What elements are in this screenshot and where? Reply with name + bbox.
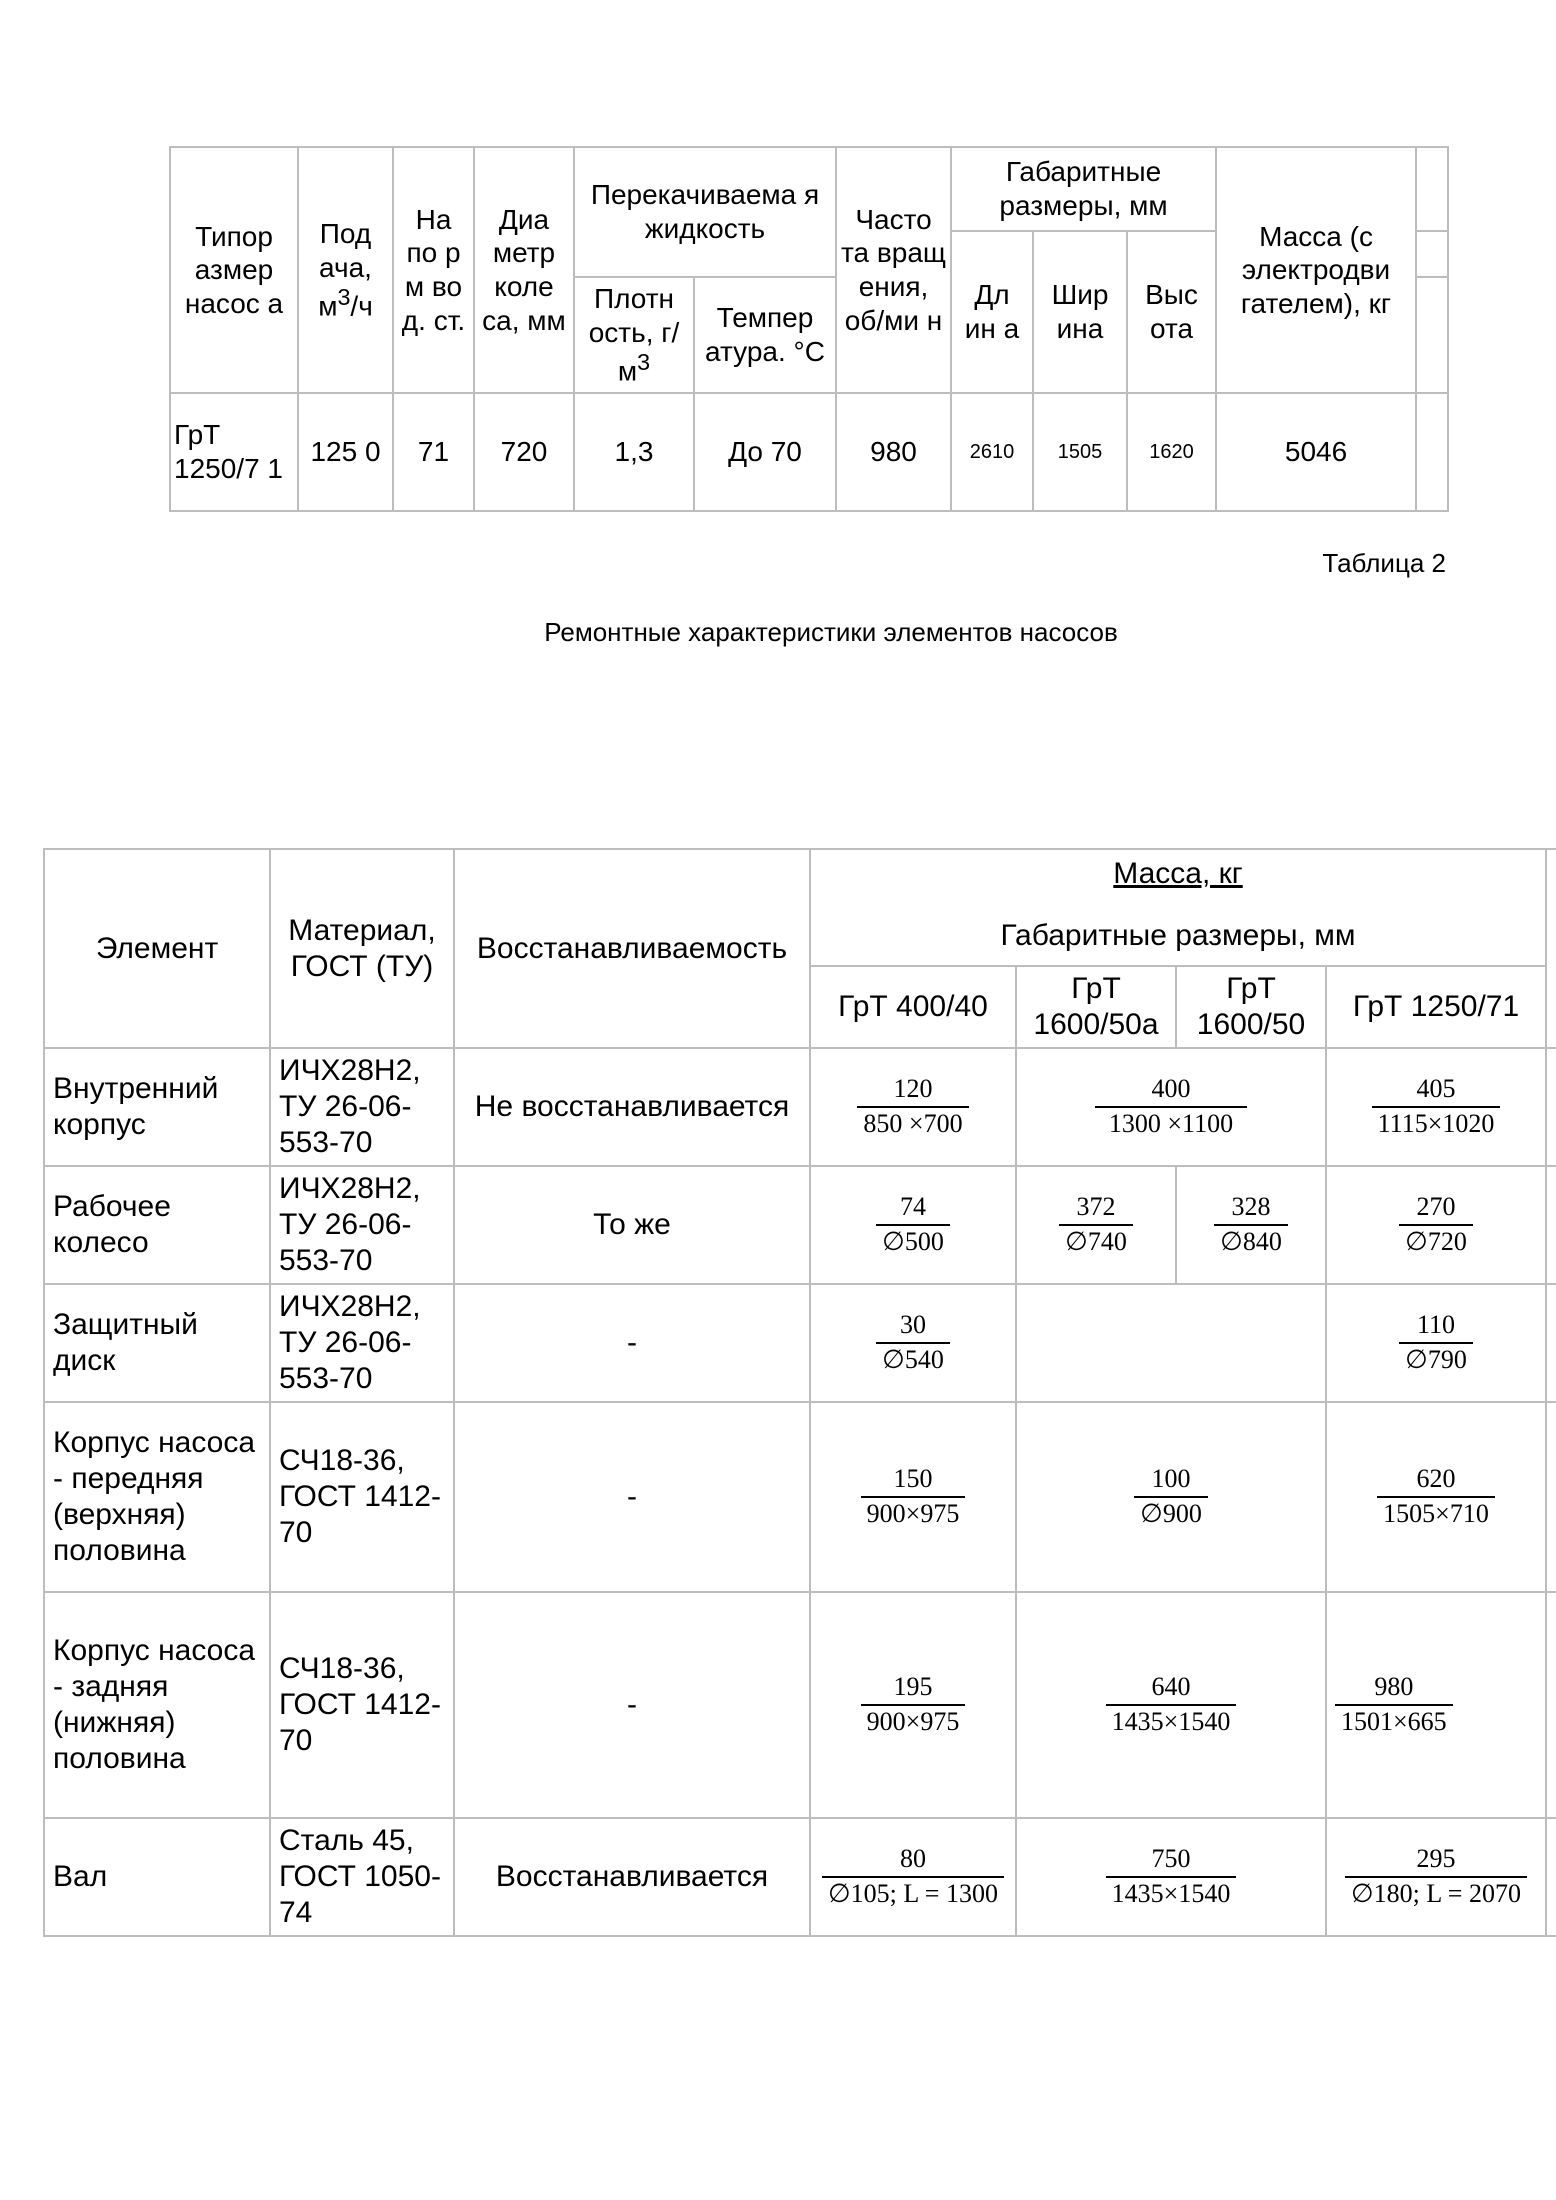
cell-grt-400-40 [810,1402,1016,1592]
cell-grt-1250-71 [1326,1048,1546,1166]
mass-value: 30 [900,1310,926,1340]
cell-restorability: Восстанавливается [454,1818,810,1936]
header-mass-text: Масса, кг [1113,857,1243,890]
mass-value: 295 [1416,1844,1456,1874]
cell-grt-1250-71 [1326,1166,1546,1284]
blank-cell [1546,1284,1556,1402]
mass-value: 328 [1231,1192,1271,1222]
dimension-value: ∅105; L = 1300 [822,1876,1004,1911]
header-temperature: Темпер атура. °С [694,277,836,393]
blank-cell [1546,1818,1556,1936]
mass-value: 150 [893,1464,933,1494]
dimension-value: ∅900 [1134,1496,1208,1531]
fraction [1399,1191,1473,1258]
fraction [1106,1671,1237,1738]
header-density: Плотн ость, $г/м^3$ [574,277,694,393]
header-pumped-liquid: Перекачиваема я жидкость [574,147,836,277]
cell-diameter: 720 [474,393,574,511]
cell-grt-400-40 [810,1818,1016,1936]
fraction [1399,1309,1473,1376]
cell-grt-400-40 [810,1592,1016,1818]
mass-value: 620 [1416,1464,1456,1494]
mass-value: 195 [893,1672,933,1702]
dimension-value: 850 ×700 [857,1106,968,1141]
dimension-value: ∅180; L = 2070 [1345,1876,1527,1911]
fraction [1134,1463,1208,1530]
header-model-grt-1250-71: ГрТ 1250/71 [1326,966,1546,1048]
table-row [170,393,1448,511]
blank-cell [1546,1048,1556,1166]
dimension-value: ∅840 [1214,1224,1288,1259]
cell-material: СЧ18-36, ГОСТ 1412-70 [270,1402,454,1592]
cell-frequency: 980 [836,393,951,511]
dimension-value: 1435×1540 [1106,1876,1237,1911]
cell-grt-1600-50a [1016,1166,1176,1284]
dimension-value: 1505×710 [1377,1496,1495,1531]
table-row [44,1818,1556,1936]
cell-restorability: То же [454,1166,810,1284]
header-element: Элемент [44,849,270,1048]
cell-element: Защитный диск [44,1284,270,1402]
fraction [1214,1191,1288,1258]
fraction [1059,1191,1133,1258]
table-title-caption: Ремонтные характеристики элементов насосов [544,617,1118,647]
fraction [822,1843,1004,1910]
fraction [1095,1073,1247,1140]
cell-head: 71 [393,393,474,511]
mass-value: 74 [900,1192,926,1222]
cell-grt-1600-50 [1016,1284,1326,1402]
fraction [1106,1843,1237,1910]
table-row [44,1048,1556,1166]
cell-material: ИЧХ28Н2, ТУ 26-06-553-70 [270,1048,454,1166]
cell-grt-1250-71 [1326,1284,1546,1402]
header-restorability: Восстанавливаемость [454,849,810,1048]
header-flow: Под ача, $м^3/ч$ [298,147,393,393]
header-dimensions: Габаритные размеры, мм [810,896,1546,966]
pump-spec-table [169,146,1449,512]
fraction [1345,1843,1527,1910]
dimension-value: 1435×1540 [1106,1704,1237,1739]
cell-grt-1600-50 [1016,1592,1326,1818]
header-mass: Масса (с электродви гателем), кг [1216,147,1416,393]
header-mass [810,849,1546,896]
cell-grt-1600-50 [1176,1166,1326,1284]
cell-flow: 125 0 [298,393,393,511]
table-row [44,1402,1556,1592]
header-length: Дл ин а [951,231,1033,393]
dimension-value: 900×975 [861,1496,966,1531]
blank-cell [1416,147,1448,231]
mass-value: 120 [893,1074,933,1104]
blank-cell [1546,849,1556,1048]
table-number-caption: Таблица 2 [1322,548,1446,578]
cell-material: Сталь 45, ГОСТ 1050-74 [270,1818,454,1936]
header-impeller-diameter: Диа метр коле са, мм [474,147,574,393]
mass-value: 750 [1151,1844,1191,1874]
mass-value: 110 [1416,1310,1456,1340]
cell-grt-1250-71 [1326,1818,1546,1936]
cell-element: Корпус насоса - передняя (верхняя) половина [44,1402,270,1592]
dimension-value: ∅540 [876,1342,950,1377]
cell-width: 1505 [1033,393,1127,511]
cell-grt-400-40 [810,1284,1016,1402]
header-head: На по р м во д. ст. [393,147,474,393]
blank-cell [1546,1166,1556,1284]
header-width: Шир ина [1033,231,1127,393]
fraction [876,1309,950,1376]
cell-grt-1600-50 [1016,1402,1326,1592]
dimension-value: 900×975 [861,1704,966,1739]
fraction [861,1671,966,1738]
dimension-value: 1501×665 [1335,1704,1453,1739]
cell-pump-type: ГрТ 1250/7 1 [170,393,298,511]
cell-grt-400-40 [810,1048,1016,1166]
fraction [857,1073,968,1140]
cell-material: СЧ18-36, ГОСТ 1412-70 [270,1592,454,1818]
cell-grt-1600-50 [1016,1048,1326,1166]
cell-length: 2610 [951,393,1033,511]
cell-grt-1250-71 [1326,1402,1546,1592]
cell-mass: 5046 [1216,393,1416,511]
cell-restorability: - [454,1592,810,1818]
cell-element: Корпус насоса - задняя (нижняя) половина [44,1592,270,1818]
cell-grt-1600-50 [1016,1818,1326,1936]
table-row [44,1592,1556,1818]
cell-restorability: - [454,1402,810,1592]
fraction [861,1463,966,1530]
dimension-value: ∅720 [1399,1224,1473,1259]
dimension-value: ∅790 [1399,1342,1473,1377]
cell-element: Вал [44,1818,270,1936]
cell-restorability: Не восстанавливается [454,1048,810,1166]
cell-density: 1,3 [574,393,694,511]
blank-cell [1546,1402,1556,1592]
fraction [1335,1671,1453,1738]
fraction [1372,1073,1501,1140]
header-model-grt-1600-50: ГрТ 1600/50 [1176,966,1326,1048]
mass-value: 640 [1151,1672,1191,1702]
header-height: Выс ота [1127,231,1216,393]
cell-material: ИЧХ28Н2, ТУ 26-06-553-70 [270,1284,454,1402]
cell-height: 1620 [1127,393,1216,511]
mass-value: 980 [1374,1672,1414,1702]
dimension-value: ∅740 [1059,1224,1133,1259]
dimension-value: 1115×1020 [1372,1106,1501,1141]
fraction [1377,1463,1495,1530]
cell-grt-1250-71 [1326,1592,1546,1818]
header-material: Материал, ГОСТ (ТУ) [270,849,454,1048]
header-model-grt-400-40: ГрТ 400/40 [810,966,1016,1048]
cell-temperature: До 70 [694,393,836,511]
blank-cell [1546,1592,1556,1818]
cell-element: Внутренний корпус [44,1048,270,1166]
table-row [44,1166,1556,1284]
repair-characteristics-table [43,848,1556,1937]
dimension-value: ∅500 [876,1224,950,1259]
cell-element: Рабочее колесо [44,1166,270,1284]
blank-cell [1416,393,1448,511]
blank-cell [1416,277,1448,393]
mass-value: 100 [1151,1464,1191,1494]
header-rotation-frequency: Часто та вращ ения, об/ми н [836,147,951,393]
mass-value: 270 [1416,1192,1456,1222]
blank-cell [1416,231,1448,277]
dimension-value: 1300 ×1100 [1095,1106,1247,1141]
header-model-grt-1600-50a: ГрТ 1600/50а [1016,966,1176,1048]
mass-value: 400 [1151,1074,1191,1104]
table-row [44,1284,1556,1402]
mass-value: 80 [899,1844,926,1874]
cell-material: ИЧХ28Н2, ТУ 26-06-553-70 [270,1166,454,1284]
fraction [876,1191,950,1258]
mass-value: 405 [1416,1074,1456,1104]
cell-grt-400-40 [810,1166,1016,1284]
header-overall-dimensions: Габаритные размеры, мм [951,147,1216,231]
mass-value: 372 [1076,1192,1116,1222]
header-pump-type: Типор азмер насос а [170,147,298,393]
cell-restorability: - [454,1284,810,1402]
